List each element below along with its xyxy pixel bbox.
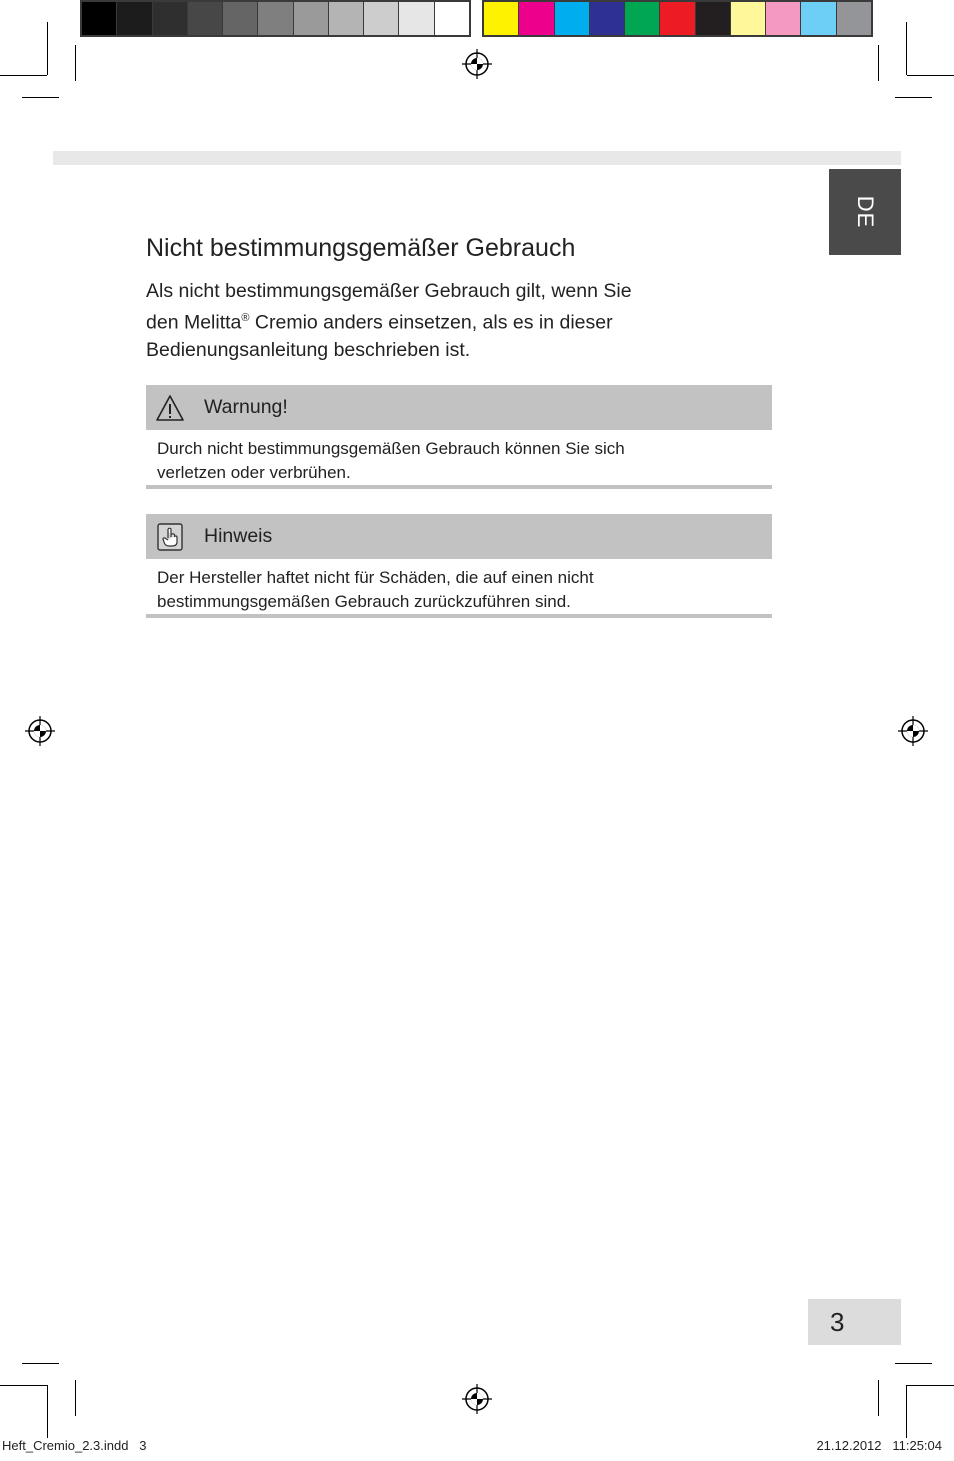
intro-paragraph — [146, 278, 746, 364]
registration-mark-icon — [462, 1384, 492, 1414]
note-line-2: bestimmungsgemäßen Gebrauch zurückzuführen sind. — [157, 592, 571, 611]
note-header — [146, 514, 772, 559]
process-color-bar — [482, 0, 873, 37]
color-swatch — [329, 2, 364, 35]
color-swatch — [117, 2, 152, 35]
registered-mark: ® — [241, 312, 250, 324]
color-swatch — [153, 2, 188, 35]
crop-mark — [878, 45, 879, 81]
intro-line-2-end: Cremio anders einsetzen, als es in dieser — [249, 311, 613, 334]
note-label: Hinweis — [204, 525, 273, 547]
crop-mark — [906, 1385, 907, 1438]
warning-line-1: Durch nicht bestimmungsgemäßen Gebrauch können Sie sich — [157, 439, 625, 458]
crop-mark — [907, 1385, 954, 1386]
note-box — [146, 514, 772, 618]
warning-triangle-icon — [155, 393, 185, 423]
color-swatch — [660, 2, 695, 35]
color-swatch — [364, 2, 399, 35]
crop-mark — [75, 1380, 76, 1416]
note-line-1: Der Hersteller haftet nicht für Schäden, die auf einen nicht — [157, 568, 594, 587]
color-swatch — [519, 2, 554, 35]
color-swatch — [590, 2, 625, 35]
page-number-box — [808, 1299, 901, 1345]
color-swatch — [294, 2, 329, 35]
language-tab — [829, 169, 901, 255]
warning-box — [146, 385, 772, 489]
crop-mark — [22, 1363, 59, 1364]
slug-timestamp: 21.12.2012 11:25:04 — [816, 1438, 942, 1453]
color-swatch — [625, 2, 660, 35]
crop-mark — [895, 97, 932, 98]
intro-line-2-start: den Melitta — [146, 311, 242, 334]
grayscale-color-bar — [80, 0, 471, 37]
registration-mark-icon — [898, 716, 928, 746]
crop-mark — [47, 22, 48, 75]
intro-line-1: Als nicht bestimmungsgemäßer Gebrauch gilt, wenn Sie — [146, 280, 632, 302]
section-title: Nicht bestimmungsgemäßer Gebrauch — [146, 234, 576, 262]
color-swatch — [399, 2, 434, 35]
crop-mark — [0, 75, 47, 76]
crop-mark — [75, 45, 76, 81]
warning-bottom-rule — [146, 485, 772, 489]
color-swatch — [555, 2, 590, 35]
registration-mark-icon — [25, 716, 55, 746]
color-swatch — [837, 2, 871, 35]
color-swatch — [82, 2, 117, 35]
slug-filename: Heft_Cremio_2.3.indd 3 — [2, 1438, 147, 1453]
crop-mark — [0, 1385, 47, 1386]
color-swatch — [188, 2, 223, 35]
crop-mark — [907, 75, 954, 76]
color-swatch — [731, 2, 766, 35]
warning-text — [146, 430, 772, 485]
color-swatch — [435, 2, 469, 35]
hand-pointing-icon — [155, 522, 185, 552]
language-tab-label: DE — [853, 195, 878, 229]
color-swatch — [484, 2, 519, 35]
crop-mark — [906, 22, 907, 75]
warning-line-2: verletzen oder verbrühen. — [157, 463, 351, 482]
note-text — [146, 559, 772, 614]
color-swatch — [801, 2, 836, 35]
crop-mark — [22, 97, 59, 98]
crop-mark — [878, 1380, 879, 1416]
crop-mark — [47, 1385, 48, 1438]
intro-line-3: Bedienungsanleitung beschrieben ist. — [146, 338, 471, 361]
crop-mark — [895, 1363, 932, 1364]
registration-mark-icon — [462, 49, 492, 79]
note-bottom-rule — [146, 614, 772, 618]
color-swatch — [258, 2, 293, 35]
color-swatch — [223, 2, 258, 35]
warning-header — [146, 385, 772, 430]
header-band — [53, 151, 901, 165]
warning-label: Warnung! — [204, 396, 288, 418]
page-number: 3 — [830, 1307, 845, 1337]
color-swatch — [696, 2, 731, 35]
color-swatch — [766, 2, 801, 35]
